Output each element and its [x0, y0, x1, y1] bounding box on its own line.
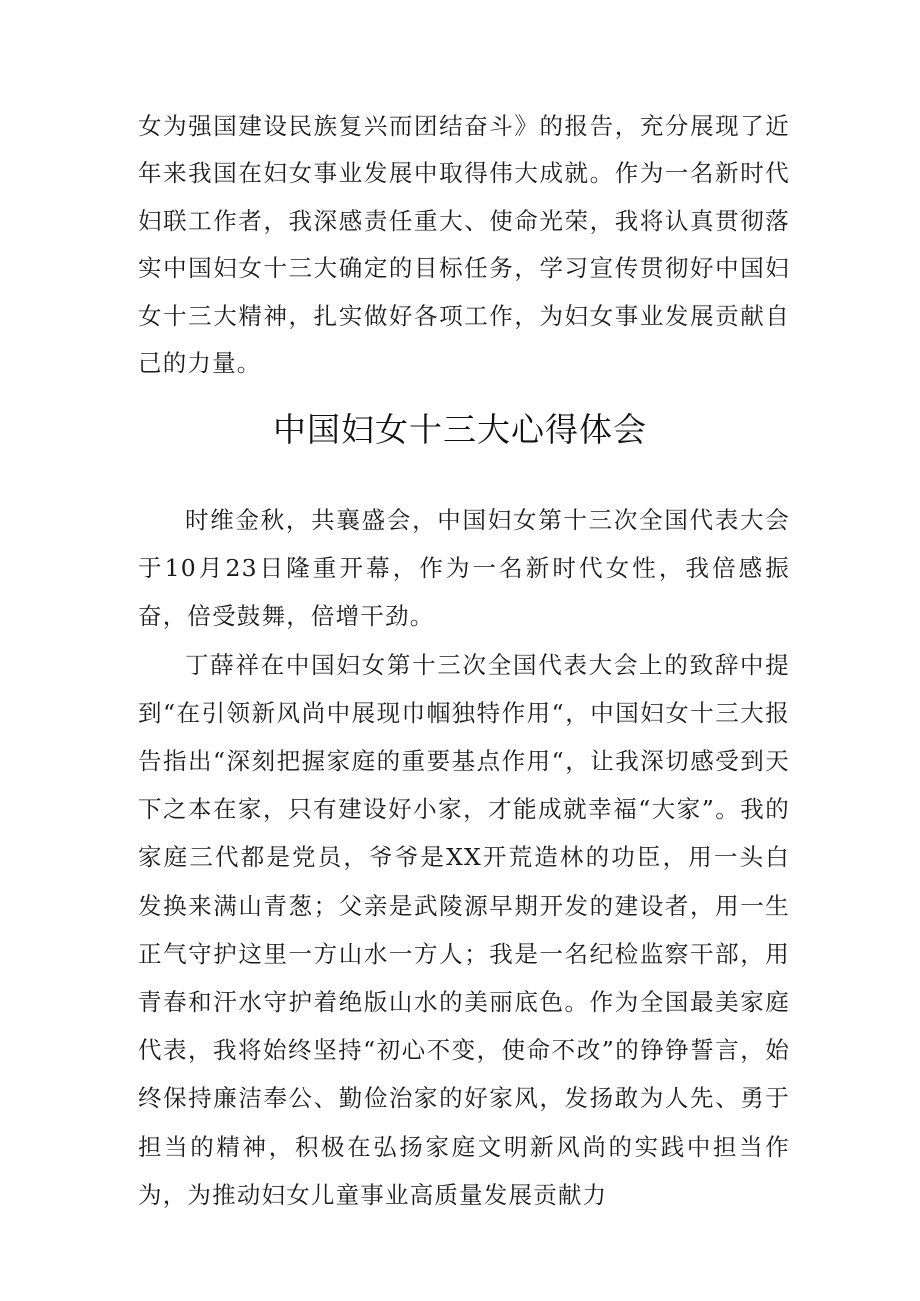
continuation-paragraph-block	[138, 103, 790, 387]
article-body	[138, 496, 790, 1219]
section-title: 中国妇女十三大心得体会	[273, 410, 647, 449]
article-paragraph-2: 丁薛祥在中国妇女第十三次全国代表大会上的致辞中提到“在引领新风尚中展现巾帼独特作用“，中国妇女十三大报告指出“深刻把握家庭的重要基点作用“，让我深切感受到天下之本在家，只有建设好小家，才能成就幸福“大家”。我的家庭三代都是党员，爷爷是XX开荒造林的功臣，用一头白发换来满山青葱；父亲是武陵源早期开发的建设者，用一生正气守护这里一方山水一方人；我是一名纪检监察干部，用青春和汗水守护着绝版山水的美丽底色。作为全国最美家庭代表，我将始终坚持“初心不变，使命不改”的铮铮誓言，始终保持廉洁奉公、勤俭治家的好家风，发扬敢为人先、勇于担当的精神，积极在弘扬家庭文明新风尚的实践中担当作为，为推动妇女儿童事业高质量发展贡献力	[138, 650, 790, 1209]
article-paragraph-1: 时维金秋，共襄盛会，中国妇女第十三次全国代表大会于10月23日隆重开幕，作为一名新时代女性，我倍感振奋，倍受鼓舞，倍增干劲。	[138, 506, 790, 631]
continuation-paragraph: 女为强国建设民族复兴而团结奋斗》的报告，充分展现了近年来我国在妇女事业发展中取得伟大成就。作为一名新时代妇联工作者，我深感责任重大、使命光荣，我将认真贯彻落实中国妇女十三大确定的目标任务，学习宣传贯彻好中国妇女十三大精神，扎实做好各项工作，为妇女事业发展贡献自己的力量。	[138, 112, 790, 378]
